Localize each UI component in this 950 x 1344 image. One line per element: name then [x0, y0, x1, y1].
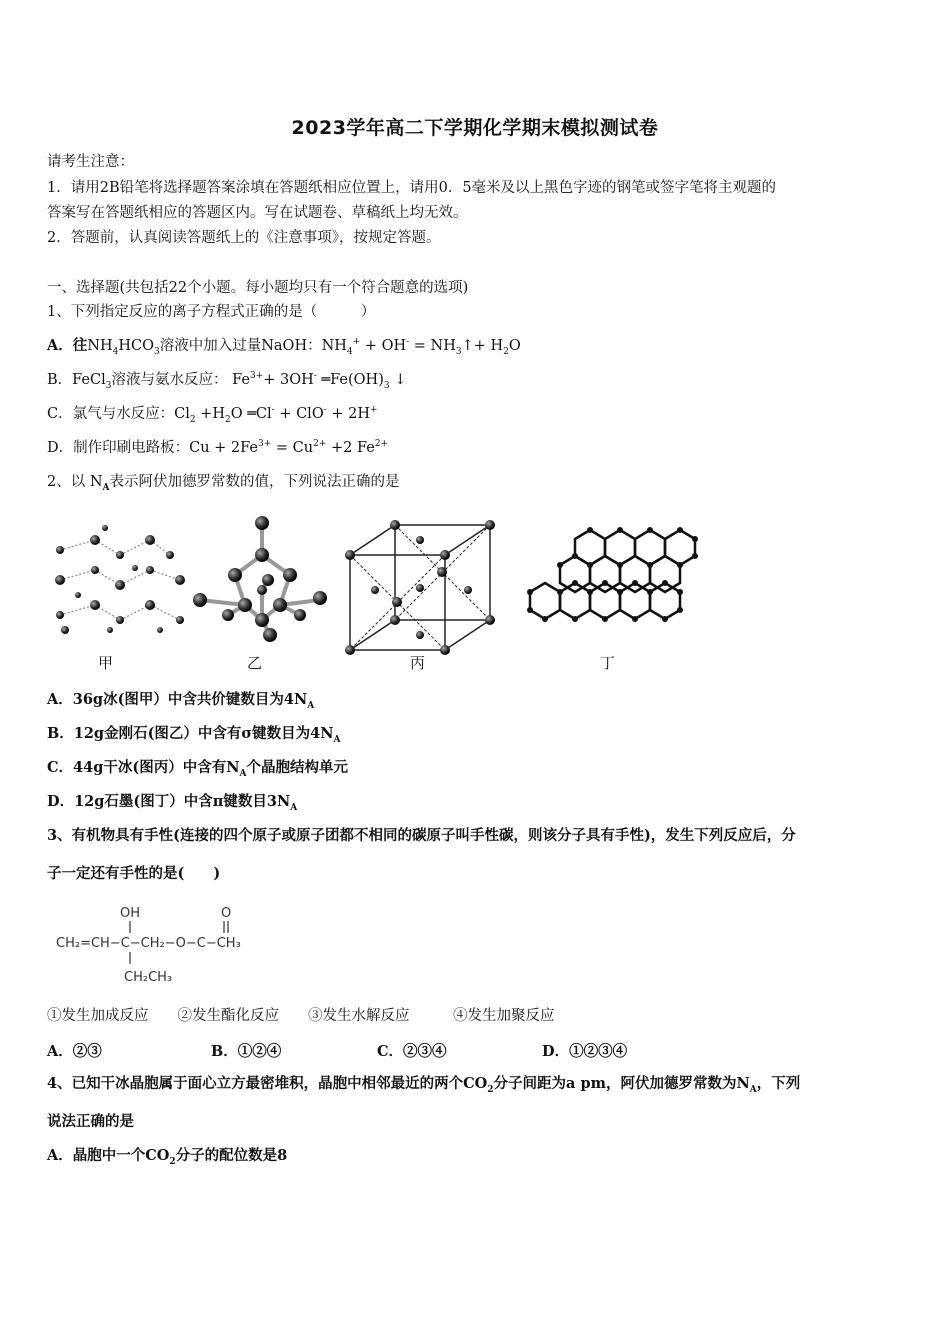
q4-stem-line2: 说法正确的是	[47, 1113, 134, 1130]
q3-option-d: D．①②③④	[542, 1043, 628, 1060]
q1-stem: 1、下列指定反应的离子方程式正确的是（ ）	[47, 304, 376, 320]
fig-label-bing: 丙	[410, 654, 426, 672]
notice-item-1: 1．请用2B铅笔将选择题答案涂填在答题纸相应位置上，请用0．5毫米及以上黑色字迹的钢笔或签字笔将主观题的	[47, 180, 777, 196]
oh-group-label: OH	[120, 906, 141, 921]
section-heading: 一、选择题(共包括22个小题。每小题均只有一个符合题意的选项)	[47, 280, 469, 296]
q3-stem-line1: 3、有机物具有手性(连接的四个原子或原子团都不相同的碳原子叫手性碳，则该分子具有手性)，发生下列反应后，分	[47, 827, 796, 844]
q2-option-a: A．36g冰(图甲）中含共价键数目为$4N_A$	[47, 691, 315, 711]
notice-item-1-cont: 答案写在答题纸相应的答题区内。写在试题卷、草稿纸上均无效。	[47, 205, 468, 221]
q1-option-b: B．FeCl$_3$溶液与氨水反应： $Fe^{3+}+ 3OH^-$ $═Fe(OH)_3$ ↓	[47, 371, 407, 391]
q2-stem: 2、以 $N_A$表示阿伏加德罗常数的值，下列说法正确的是	[47, 474, 400, 493]
page-title: 2023学年高二下学期化学期末模拟测试卷	[291, 117, 659, 139]
q4-stem-line1: 4、已知干冰晶胞属于面心立方最密堆积，晶胞中相邻最近的两个$CO_2$分子间距为a pm，阿伏加德罗常数为$N_A$，下列	[47, 1075, 801, 1095]
q2-option-d: D．12g石墨(图丁）中含π键数目$3N_A$	[47, 793, 298, 813]
fig-label-yi: 乙	[247, 654, 263, 672]
q2-option-c: C．44g干冰(图丙）中含有$N_A$个晶胞结构单元	[47, 759, 348, 779]
q1-option-d: D．制作印刷电路板：$Cu + 2Fe^{3+} = Cu^{2+} +2$ $Fe^{2+}$	[47, 439, 389, 456]
organic-structure-formula	[48, 900, 308, 995]
carbonyl-o-label: O	[221, 906, 232, 921]
q3-option-a: A．②③	[47, 1043, 102, 1060]
q1-option-c: C．氯气与水反应：$Cl_2 +H_2O$ ═Cl- + ClO- + 2H+	[47, 405, 378, 425]
graphite-layer-figure	[530, 530, 695, 619]
notice-item-2: 2．答题前，认真阅读答题纸上的《注意事项》，按规定答题。	[47, 230, 441, 246]
q3-option-c: C．②③④	[377, 1043, 447, 1060]
q4-option-a: A．晶胞中一个$CO_2$分子的配位数是8	[47, 1147, 288, 1167]
ethyl-branch-label: CH₂CH₃	[124, 970, 173, 985]
notice-heading: 请考生注意：	[47, 154, 134, 170]
q3-option-b: B．①②④	[211, 1043, 282, 1060]
fig-label-ding: 丁	[600, 654, 616, 672]
q3-stem-line2: 子一定还有手性的是( )	[47, 865, 221, 882]
q2-option-b: B．12g金刚石(图乙）中含有σ键数目为$4N_A$	[47, 725, 341, 745]
q3-reactions: ①发生加成反应 ②发生酯化反应 ③发生水解反应 ④发生加聚反应	[47, 1008, 555, 1024]
fig-label-jia: 甲	[98, 654, 114, 672]
main-chain-label: CH₂=CH−C−CH₂−O−C−CH₃	[56, 936, 241, 951]
crystal-structure-figures	[40, 510, 720, 680]
q1-option-a: A．往$NH_4HCO_3$溶液中加入过量NaOH：$NH_4^+ + OH^-$ = $NH_3↑+ H_2O$	[47, 337, 521, 357]
